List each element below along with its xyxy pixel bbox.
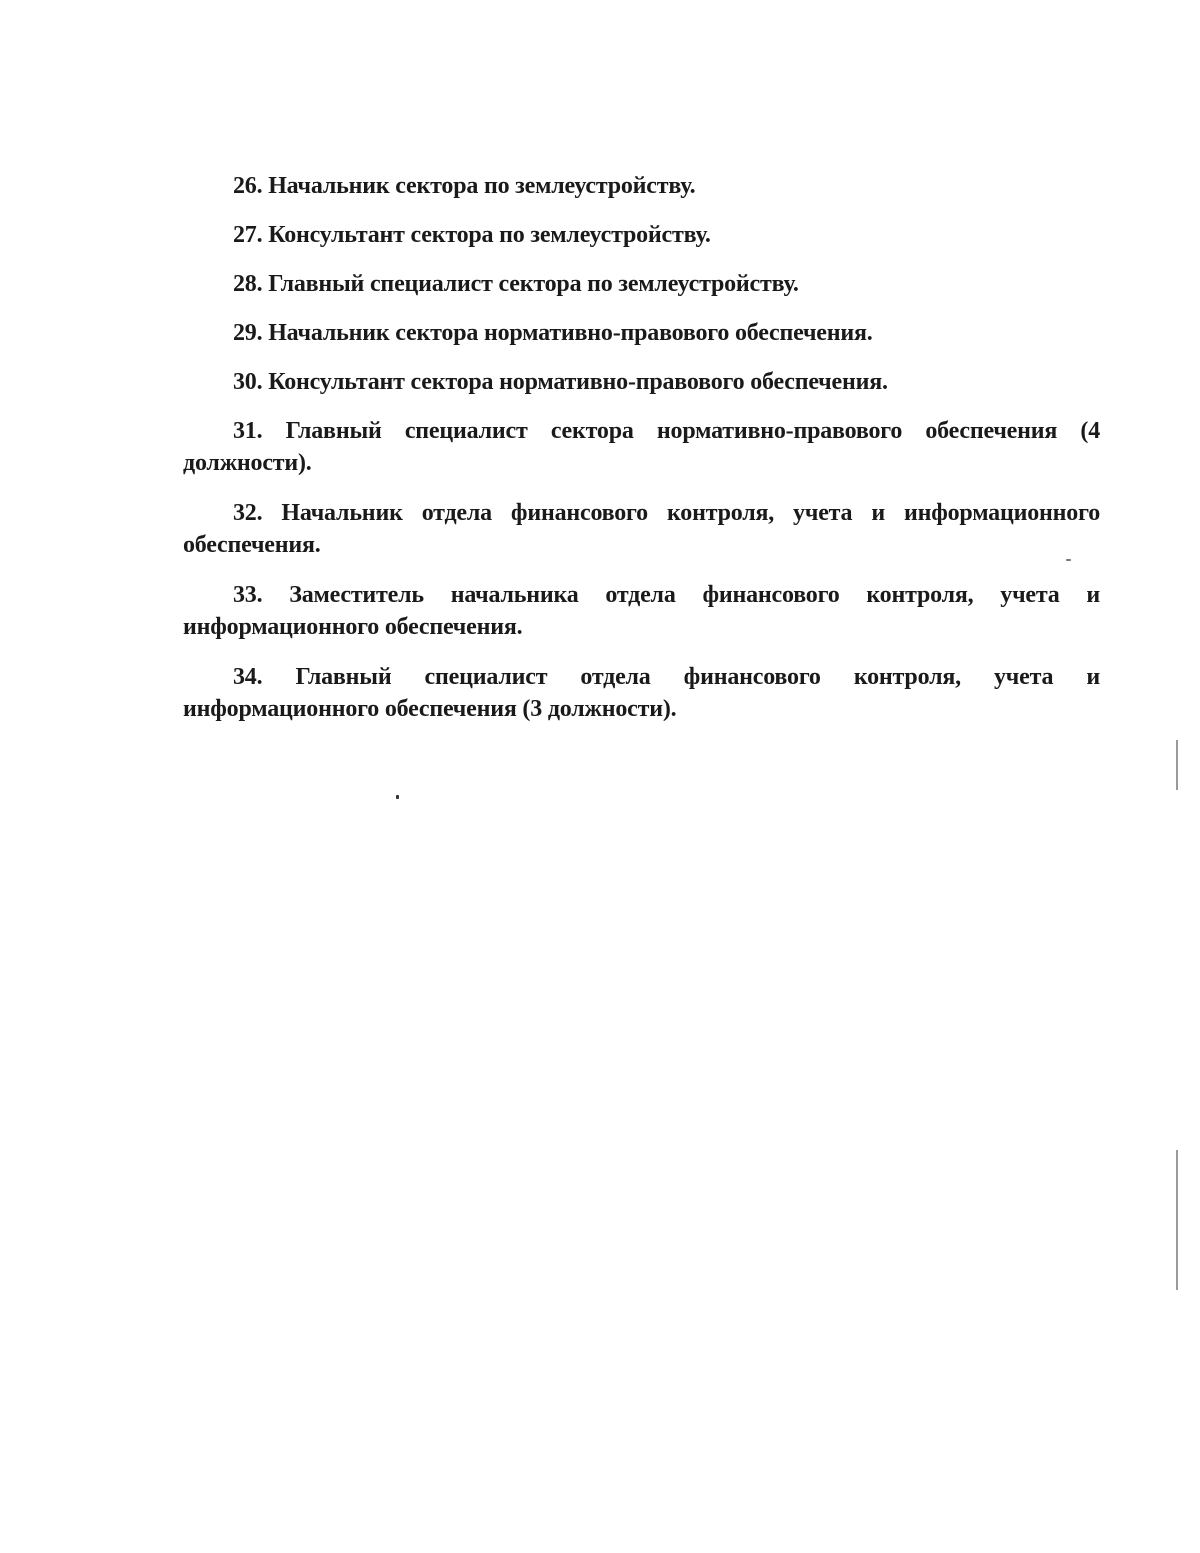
list-item: 33. Заместитель начальника отдела финансового контроля, учета и информационного обеспечения.	[183, 582, 1100, 640]
list-item: 30. Консультант сектора нормативно-правового обеспечения.	[233, 369, 888, 395]
list-item: 34. Главный специалист отдела финансового контроля, учета и информационного обеспечения (3 должности).	[183, 664, 1100, 722]
list-item: 32. Начальник отдела финансового контроля, учета и информационного обеспечения.	[183, 500, 1100, 558]
position-list	[183, 170, 1100, 743]
list-item: 29. Начальник сектора нормативно-правового обеспечения.	[233, 320, 873, 346]
scan-edge-mark	[1176, 740, 1178, 790]
scan-speck	[1066, 559, 1071, 561]
list-item: 26. Начальник сектора по землеустройству.	[233, 173, 696, 199]
scan-speck	[396, 795, 399, 799]
list-item: 27. Консультант сектора по землеустройству.	[233, 222, 711, 248]
list-item: 31. Главный специалист сектора нормативно-правового обеспечения (4 должности).	[183, 418, 1100, 476]
list-item: 28. Главный специалист сектора по землеустройству.	[233, 271, 799, 297]
scan-edge-mark	[1176, 1150, 1178, 1290]
